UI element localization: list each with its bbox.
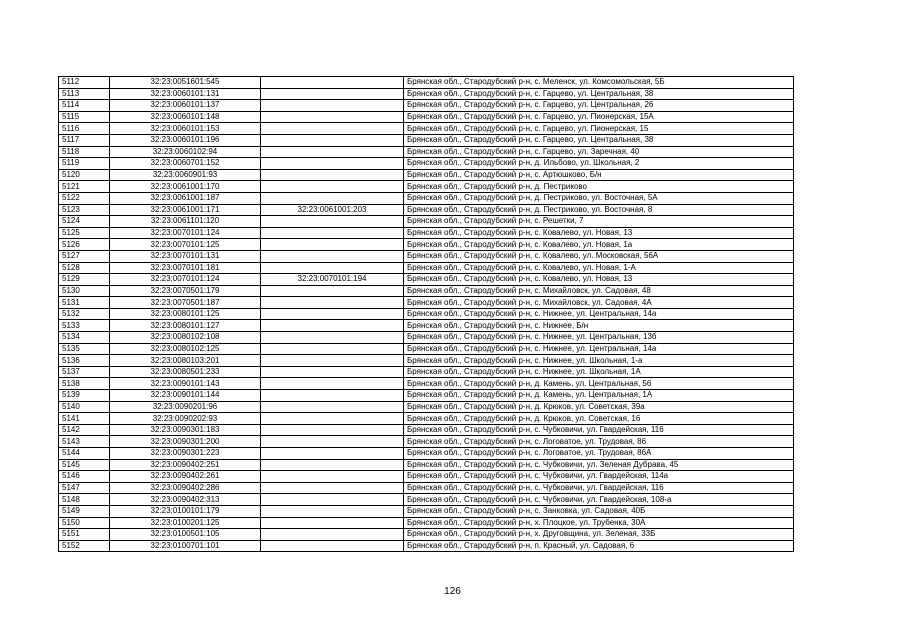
address-cell: Брянская обл., Стародубский р-н, с. Ковалево, ул. Новая, 1а bbox=[404, 239, 794, 251]
table-row bbox=[59, 332, 794, 344]
property-table-body bbox=[59, 77, 794, 552]
address-cell: Брянская обл., Стародубский р-н, д. Пестриково, ул. Восточная, 5А bbox=[404, 192, 794, 204]
previous-cadastral-number-cell bbox=[261, 123, 404, 135]
table-row bbox=[59, 123, 794, 135]
address-cell: Брянская обл., Стародубский р-н, с. Гарцево, ул. Центральная, 38 bbox=[404, 134, 794, 146]
cadastral-number-cell: 32:23:0100701:101 bbox=[110, 540, 261, 552]
address-cell: Брянская обл., Стародубский р-н, с. Чубковичи, ул. Зеленая Дубрава, 45 bbox=[404, 459, 794, 471]
address-cell: Брянская обл., Стародубский р-н, с. Ковалево, ул. Новая, 1-А bbox=[404, 262, 794, 274]
address-cell: Брянская обл., Стародубский р-н, с. Занковка, ул. Садовая, 40Б bbox=[404, 505, 794, 517]
row-number-cell: 5124 bbox=[59, 216, 110, 228]
previous-cadastral-number-cell bbox=[261, 285, 404, 297]
table-row bbox=[59, 471, 794, 483]
row-number-cell: 5126 bbox=[59, 239, 110, 251]
row-number-cell: 5140 bbox=[59, 401, 110, 413]
table-row bbox=[59, 366, 794, 378]
table-row bbox=[59, 285, 794, 297]
address-cell: Брянская обл., Стародубский р-н, с. Михайловск, ул. Садовая, 48 bbox=[404, 285, 794, 297]
table-row bbox=[59, 343, 794, 355]
row-number-cell: 5149 bbox=[59, 505, 110, 517]
row-number-cell: 5129 bbox=[59, 274, 110, 286]
previous-cadastral-number-cell: 32:23:0070101:194 bbox=[261, 274, 404, 286]
table-row bbox=[59, 459, 794, 471]
cadastral-number-cell: 32:23:0080501:233 bbox=[110, 366, 261, 378]
cadastral-number-cell: 32:23:0090402:286 bbox=[110, 482, 261, 494]
previous-cadastral-number-cell bbox=[261, 413, 404, 425]
address-cell: Брянская обл., Стародубский р-н, д. Пестриково, ул. Восточная, 8 bbox=[404, 204, 794, 216]
row-number-cell: 5120 bbox=[59, 169, 110, 181]
previous-cadastral-number-cell bbox=[261, 494, 404, 506]
table-row bbox=[59, 320, 794, 332]
table-row bbox=[59, 378, 794, 390]
address-cell: Брянская обл., Стародубский р-н, с. Решетки, 7 bbox=[404, 216, 794, 228]
cadastral-number-cell: 32:23:0090301:200 bbox=[110, 436, 261, 448]
table-row bbox=[59, 413, 794, 425]
previous-cadastral-number-cell bbox=[261, 471, 404, 483]
cadastral-number-cell: 32:23:0061001:171 bbox=[110, 204, 261, 216]
address-cell: Брянская обл., Стародубский р-н, с. Нижнее, ул. Центральная, 14а bbox=[404, 308, 794, 320]
table-row bbox=[59, 308, 794, 320]
cadastral-number-cell: 32:23:0061001:170 bbox=[110, 181, 261, 193]
address-cell: Брянская обл., Стародубский р-н, п. Красный, ул. Садовая, 6 bbox=[404, 540, 794, 552]
previous-cadastral-number-cell bbox=[261, 540, 404, 552]
row-number-cell: 5131 bbox=[59, 297, 110, 309]
table-row bbox=[59, 262, 794, 274]
previous-cadastral-number-cell bbox=[261, 297, 404, 309]
previous-cadastral-number-cell bbox=[261, 100, 404, 112]
row-number-cell: 5150 bbox=[59, 517, 110, 529]
previous-cadastral-number-cell bbox=[261, 146, 404, 158]
address-cell: Брянская обл., Стародубский р-н, с. Нижнее, Б/н bbox=[404, 320, 794, 332]
table-row bbox=[59, 158, 794, 170]
address-cell: Брянская обл., Стародубский р-н, с. Нижнее, ул. Центральная, 14а bbox=[404, 343, 794, 355]
previous-cadastral-number-cell bbox=[261, 192, 404, 204]
cadastral-number-cell: 32:23:0080103:201 bbox=[110, 355, 261, 367]
row-number-cell: 5139 bbox=[59, 390, 110, 402]
address-cell: Брянская обл., Стародубский р-н, с. Нижнее, ул. Центральная, 13б bbox=[404, 332, 794, 344]
cadastral-number-cell: 32:23:0090301:223 bbox=[110, 448, 261, 460]
address-cell: Брянская обл., Стародубский р-н, с. Михайловск, ул. Садовая, 4А bbox=[404, 297, 794, 309]
address-cell: Брянская обл., Стародубский р-н, с. Нижнее, ул. Школьная, 1-а bbox=[404, 355, 794, 367]
previous-cadastral-number-cell bbox=[261, 308, 404, 320]
cadastral-number-cell: 32:23:0070101:124 bbox=[110, 227, 261, 239]
cadastral-number-cell: 32:23:0080102:108 bbox=[110, 332, 261, 344]
row-number-cell: 5115 bbox=[59, 111, 110, 123]
cadastral-number-cell: 32:23:0070101:125 bbox=[110, 239, 261, 251]
address-cell: Брянская обл., Стародубский р-н, с. Логоватое, ул. Трудовая, 86А bbox=[404, 448, 794, 460]
row-number-cell: 5116 bbox=[59, 123, 110, 135]
cadastral-number-cell: 32:23:0070501:187 bbox=[110, 297, 261, 309]
row-number-cell: 5152 bbox=[59, 540, 110, 552]
table-row bbox=[59, 424, 794, 436]
table-row bbox=[59, 88, 794, 100]
row-number-cell: 5130 bbox=[59, 285, 110, 297]
table-row bbox=[59, 181, 794, 193]
address-cell: Брянская обл., Стародубский р-н, д. Пестриково bbox=[404, 181, 794, 193]
table-row bbox=[59, 436, 794, 448]
cadastral-number-cell: 32:23:0060101:137 bbox=[110, 100, 261, 112]
row-number-cell: 5117 bbox=[59, 134, 110, 146]
row-number-cell: 5148 bbox=[59, 494, 110, 506]
previous-cadastral-number-cell bbox=[261, 320, 404, 332]
address-cell: Брянская обл., Стародубский р-н, с. Гарцево, ул. Пионерская, 15 bbox=[404, 123, 794, 135]
row-number-cell: 5147 bbox=[59, 482, 110, 494]
address-cell: Брянская обл., Стародубский р-н, с. Логоватое, ул. Трудовая, 86 bbox=[404, 436, 794, 448]
cadastral-number-cell: 32:23:0061101:120 bbox=[110, 216, 261, 228]
row-number-cell: 5118 bbox=[59, 146, 110, 158]
previous-cadastral-number-cell bbox=[261, 88, 404, 100]
property-table bbox=[58, 76, 794, 552]
previous-cadastral-number-cell bbox=[261, 111, 404, 123]
cadastral-number-cell: 32:23:0070101:181 bbox=[110, 262, 261, 274]
table-row bbox=[59, 494, 794, 506]
previous-cadastral-number-cell bbox=[261, 158, 404, 170]
cadastral-number-cell: 32:23:0080101:125 bbox=[110, 308, 261, 320]
row-number-cell: 5136 bbox=[59, 355, 110, 367]
address-cell: Брянская обл., Стародубский р-н, с. Гарцево, ул. Центральная, 38 bbox=[404, 88, 794, 100]
table-row bbox=[59, 239, 794, 251]
address-cell: Брянская обл., Стародубский р-н, д. Крюков, ул. Советская, 39а bbox=[404, 401, 794, 413]
cadastral-number-cell: 32:23:0060901:93 bbox=[110, 169, 261, 181]
previous-cadastral-number-cell bbox=[261, 355, 404, 367]
cadastral-number-cell: 32:23:0070101:131 bbox=[110, 250, 261, 262]
address-cell: Брянская обл., Стародубский р-н, с. Ковалево, ул. Московская, 56А bbox=[404, 250, 794, 262]
row-number-cell: 5144 bbox=[59, 448, 110, 460]
previous-cadastral-number-cell bbox=[261, 239, 404, 251]
row-number-cell: 5127 bbox=[59, 250, 110, 262]
previous-cadastral-number-cell bbox=[261, 262, 404, 274]
previous-cadastral-number-cell bbox=[261, 448, 404, 460]
address-cell: Брянская обл., Стародубский р-н, с. Артюшково, Б/н bbox=[404, 169, 794, 181]
cadastral-number-cell: 32:23:0060701:152 bbox=[110, 158, 261, 170]
cadastral-number-cell: 32:23:0090402:251 bbox=[110, 459, 261, 471]
cadastral-number-cell: 32:23:0080101:127 bbox=[110, 320, 261, 332]
previous-cadastral-number-cell bbox=[261, 250, 404, 262]
table-row bbox=[59, 227, 794, 239]
table-row bbox=[59, 390, 794, 402]
row-number-cell: 5141 bbox=[59, 413, 110, 425]
previous-cadastral-number-cell bbox=[261, 401, 404, 413]
cadastral-number-cell: 32:23:0090402:261 bbox=[110, 471, 261, 483]
cadastral-number-cell: 32:23:0080102:125 bbox=[110, 343, 261, 355]
cadastral-number-cell: 32:23:0060101:153 bbox=[110, 123, 261, 135]
address-cell: Брянская обл., Стародубский р-н, с. Гарцево, ул. Центральная, 26 bbox=[404, 100, 794, 112]
row-number-cell: 5146 bbox=[59, 471, 110, 483]
row-number-cell: 5138 bbox=[59, 378, 110, 390]
address-cell: Брянская обл., Стародубский р-н, с. Чубковичи, ул. Гвардейская, 114а bbox=[404, 471, 794, 483]
table-row bbox=[59, 204, 794, 216]
address-cell: Брянская обл., Стародубский р-н, д. Камень, ул. Центральная, 56 bbox=[404, 378, 794, 390]
previous-cadastral-number-cell bbox=[261, 343, 404, 355]
row-number-cell: 5143 bbox=[59, 436, 110, 448]
address-cell: Брянская обл., Стародубский р-н, д. Камень, ул. Центральная, 1А bbox=[404, 390, 794, 402]
table-row bbox=[59, 100, 794, 112]
table-row bbox=[59, 529, 794, 541]
previous-cadastral-number-cell bbox=[261, 390, 404, 402]
cadastral-number-cell: 32:23:0090101:144 bbox=[110, 390, 261, 402]
table-row bbox=[59, 448, 794, 460]
row-number-cell: 5114 bbox=[59, 100, 110, 112]
cadastral-number-cell: 32:23:0100101:179 bbox=[110, 505, 261, 517]
row-number-cell: 5119 bbox=[59, 158, 110, 170]
row-number-cell: 5123 bbox=[59, 204, 110, 216]
address-cell: Брянская обл., Стародубский р-н, с. Гарцево, ул. Пионерская, 15А bbox=[404, 111, 794, 123]
previous-cadastral-number-cell bbox=[261, 424, 404, 436]
address-cell: Брянская обл., Стародубский р-н, с. Ковалево, ул. Новая, 13 bbox=[404, 227, 794, 239]
row-number-cell: 5135 bbox=[59, 343, 110, 355]
cadastral-number-cell: 32:23:0060101:148 bbox=[110, 111, 261, 123]
cadastral-number-cell: 32:23:0051601:545 bbox=[110, 77, 261, 89]
previous-cadastral-number-cell bbox=[261, 332, 404, 344]
row-number-cell: 5134 bbox=[59, 332, 110, 344]
address-cell: Брянская обл., Стародубский р-н, с. Чубковичи, ул. Гвардейская, 116 bbox=[404, 424, 794, 436]
table-row bbox=[59, 355, 794, 367]
row-number-cell: 5132 bbox=[59, 308, 110, 320]
cadastral-number-cell: 32:23:0060102:94 bbox=[110, 146, 261, 158]
table-row bbox=[59, 77, 794, 89]
table-row bbox=[59, 401, 794, 413]
previous-cadastral-number-cell: 32:23:0061001:203 bbox=[261, 204, 404, 216]
cadastral-number-cell: 32:23:0100201:125 bbox=[110, 517, 261, 529]
address-cell: Брянская обл., Стародубский р-н, с. Чубковичи, ул. Гвардейская, 108-а bbox=[404, 494, 794, 506]
previous-cadastral-number-cell bbox=[261, 169, 404, 181]
cadastral-number-cell: 32:23:0090402:313 bbox=[110, 494, 261, 506]
row-number-cell: 5112 bbox=[59, 77, 110, 89]
row-number-cell: 5151 bbox=[59, 529, 110, 541]
table-row bbox=[59, 482, 794, 494]
row-number-cell: 5128 bbox=[59, 262, 110, 274]
address-cell: Брянская обл., Стародубский р-н, с. Меленск, ул. Комсомольская, 5Б bbox=[404, 77, 794, 89]
previous-cadastral-number-cell bbox=[261, 517, 404, 529]
cadastral-number-cell: 32:23:0100501:105 bbox=[110, 529, 261, 541]
cadastral-number-cell: 32:23:0060101:196 bbox=[110, 134, 261, 146]
table-row bbox=[59, 250, 794, 262]
previous-cadastral-number-cell bbox=[261, 181, 404, 193]
address-cell: Брянская обл., Стародубский р-н, с. Чубковичи, ул. Гвардейская, 116 bbox=[404, 482, 794, 494]
row-number-cell: 5145 bbox=[59, 459, 110, 471]
cadastral-number-cell: 32:23:0090201:96 bbox=[110, 401, 261, 413]
previous-cadastral-number-cell bbox=[261, 134, 404, 146]
row-number-cell: 5121 bbox=[59, 181, 110, 193]
page-number: 126 bbox=[444, 586, 461, 597]
row-number-cell: 5113 bbox=[59, 88, 110, 100]
row-number-cell: 5142 bbox=[59, 424, 110, 436]
cadastral-number-cell: 32:23:0090202:93 bbox=[110, 413, 261, 425]
previous-cadastral-number-cell bbox=[261, 482, 404, 494]
address-cell: Брянская обл., Стародубский р-н, с. Ковалево, ул. Новая, 13 bbox=[404, 274, 794, 286]
cadastral-number-cell: 32:23:0070101:124 bbox=[110, 274, 261, 286]
previous-cadastral-number-cell bbox=[261, 529, 404, 541]
address-cell: Брянская обл., Стародубский р-н, д. Крюков, ул. Советская, 16 bbox=[404, 413, 794, 425]
row-number-cell: 5137 bbox=[59, 366, 110, 378]
row-number-cell: 5133 bbox=[59, 320, 110, 332]
cadastral-number-cell: 32:23:0070501:179 bbox=[110, 285, 261, 297]
table-row bbox=[59, 505, 794, 517]
cadastral-number-cell: 32:23:0090301:183 bbox=[110, 424, 261, 436]
table-row bbox=[59, 517, 794, 529]
table-row bbox=[59, 274, 794, 286]
table-row bbox=[59, 297, 794, 309]
address-cell: Брянская обл., Стародубский р-н, с. Нижнее, ул. Школьная, 1А bbox=[404, 366, 794, 378]
previous-cadastral-number-cell bbox=[261, 505, 404, 517]
cadastral-number-cell: 32:23:0061001:187 bbox=[110, 192, 261, 204]
previous-cadastral-number-cell bbox=[261, 459, 404, 471]
row-number-cell: 5122 bbox=[59, 192, 110, 204]
table-row bbox=[59, 192, 794, 204]
table-row bbox=[59, 169, 794, 181]
previous-cadastral-number-cell bbox=[261, 378, 404, 390]
cadastral-number-cell: 32:23:0090101:143 bbox=[110, 378, 261, 390]
table-row bbox=[59, 134, 794, 146]
previous-cadastral-number-cell bbox=[261, 366, 404, 378]
row-number-cell: 5125 bbox=[59, 227, 110, 239]
table-row bbox=[59, 540, 794, 552]
previous-cadastral-number-cell bbox=[261, 77, 404, 89]
previous-cadastral-number-cell bbox=[261, 216, 404, 228]
table-row bbox=[59, 111, 794, 123]
table-row bbox=[59, 146, 794, 158]
address-cell: Брянская обл., Стародубский р-н, х. Друговщина, ул. Зеленая, 33Б bbox=[404, 529, 794, 541]
address-cell: Брянская обл., Стародубский р-н, х. Плоцкое, ул. Трубенка, 30А bbox=[404, 517, 794, 529]
previous-cadastral-number-cell bbox=[261, 436, 404, 448]
address-cell: Брянская обл., Стародубский р-н, с. Гарцево, ул. Заречная, 40 bbox=[404, 146, 794, 158]
previous-cadastral-number-cell bbox=[261, 227, 404, 239]
cadastral-number-cell: 32:23:0060101:131 bbox=[110, 88, 261, 100]
address-cell: Брянская обл., Стародубский р-н, д. Ильбово, ул. Школьная, 2 bbox=[404, 158, 794, 170]
table-row bbox=[59, 216, 794, 228]
